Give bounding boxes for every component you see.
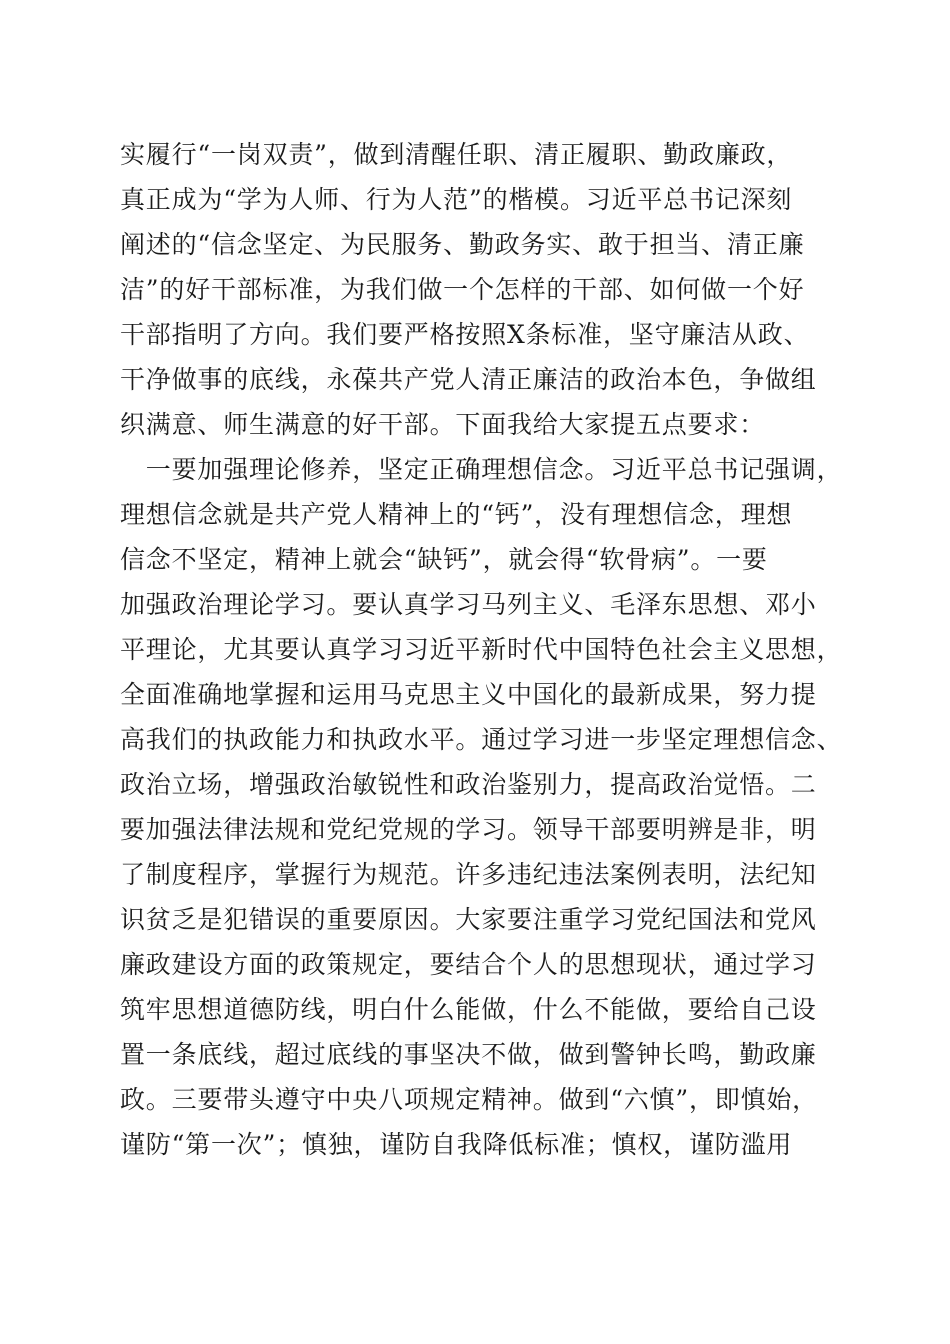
body-text xyxy=(120,132,843,1167)
text-line: 高我们的执政能力和执政水平。通过学习进一步坚定理想信念、 xyxy=(120,725,843,754)
text-line: 政治立场，增强政治敏锐性和政治鉴别力，提高政治觉悟。二 xyxy=(120,770,817,799)
text-line: 筑牢思想道德防线，明白什么能做，什么不能做，要给自己设 xyxy=(120,995,817,1024)
text-line: 识贫乏是犯错误的重要原因。大家要注重学习党纪国法和党风 xyxy=(120,905,817,934)
text-line: 干部指明了方向。我们要严格按照X条标准，坚守廉洁从政、 xyxy=(120,320,810,349)
text-line: 全面准确地掌握和运用马克思主义中国化的最新成果，努力提 xyxy=(120,680,817,709)
text-line: 要加强法律法规和党纪党规的学习。领导干部要明辨是非，明 xyxy=(120,815,817,844)
text-line: 实履行“一岗双责”，做到清醒任职、清正履职、勤政廉政， xyxy=(120,140,793,169)
text-line: 理想信念就是共产党人精神上的“钙”，没有理想信念，理想 xyxy=(120,500,793,529)
text-line: 加强政治理论学习。要认真学习马列主义、毛泽东思想、邓小 xyxy=(120,590,817,619)
text-line: 平理论，尤其要认真学习习近平新时代中国特色社会主义思想， xyxy=(120,635,843,664)
text-line: 廉政建设方面的政策规定，要结合个人的思想现状，通过学习 xyxy=(120,950,817,979)
text-line: 信念不坚定，精神上就会“缺钙”，就会得“软骨病”。一要 xyxy=(120,545,768,574)
text-line: 了制度程序，掌握行为规范。许多违纪违法案例表明，法纪知 xyxy=(120,860,817,889)
text-line: 织满意、师生满意的好干部。下面我给大家提五点要求： xyxy=(120,410,766,439)
text-line: 真正成为“学为人师、行为人范”的楷模。习近平总书记深刻 xyxy=(120,185,793,214)
text-line: 洁”的好干部标准，为我们做一个怎样的干部、如何做一个好 xyxy=(120,275,805,304)
text-line: 谨防“第一次”；慎独，谨防自我降低标准；慎权，谨防滥用 xyxy=(120,1130,793,1159)
text-line: 政。三要带头遵守中央八项规定精神。做到“六慎”，即慎始， xyxy=(120,1085,818,1114)
text-line: 置一条底线，超过底线的事坚决不做，做到警钟长鸣，勤政廉 xyxy=(120,1040,817,1069)
text-line: 一要加强理论修养，坚定正确理想信念。习近平总书记强调， xyxy=(120,455,843,484)
text-line: 干净做事的底线，永葆共产党人清正廉洁的政治本色，争做组 xyxy=(120,365,817,394)
text-line: 阐述的“信念坚定、为民服务、勤政务实、敢于担当、清正廉 xyxy=(120,230,805,259)
